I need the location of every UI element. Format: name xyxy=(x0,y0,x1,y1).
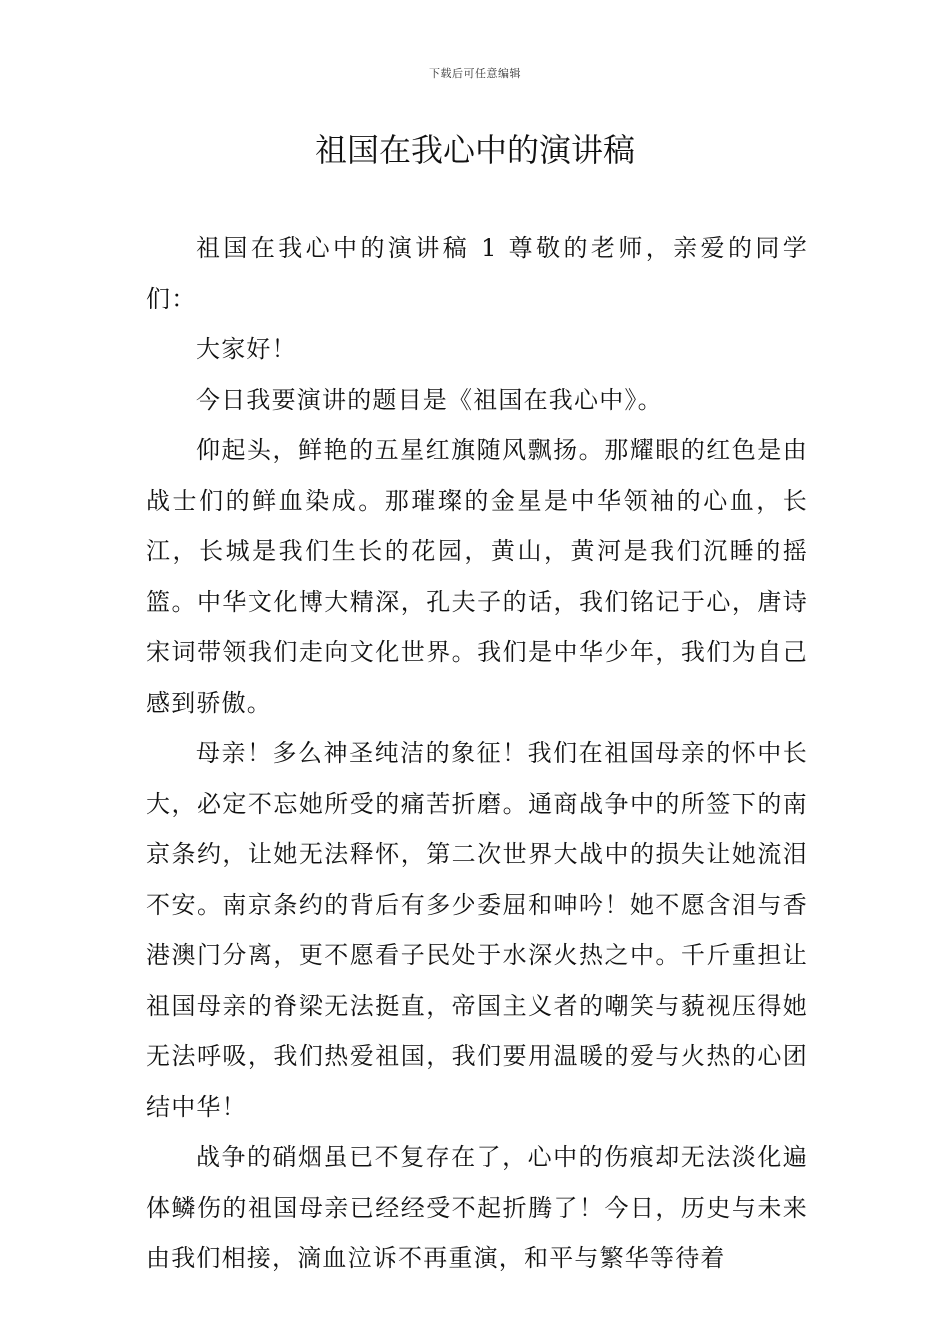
document-title: 祖国在我心中的演讲稿 xyxy=(314,131,635,169)
paragraph-topic: 今日我要演讲的题目是《祖国在我心中》。 xyxy=(196,385,663,414)
paragraph-war: 战争的硝烟虽已不复存在了，心中的伤痕却无法淡化遍体鳞伤的祖国母亲已经经受不起折腾了！今日，历史与未来由我们相接，滴血泣诉不再重演，和平与繁华等待着 xyxy=(146,1143,808,1272)
paragraph-greeting: 祖国在我心中的演讲稿 1 尊敬的老师，亲爱的同学们： xyxy=(146,234,808,313)
paragraph-mother: 母亲！多么神圣纯洁的象征！我们在祖国母亲的怀中长大，必定不忘她所受的痛苦折磨。通商战争中的所签下的南京条约，让她无法释怀，第二次世界大战中的损失让她流泪不安。南京条约的背后有多少委屈和呻吟！她不愿含泪与香港澳门分离，更不愿看子民处于水深火热之中。千斤重担让祖国母亲的脊梁无法挺直，帝国主义者的嘲笑与藐视压得她无法呼吸，我们热爱祖国，我们要用温暖的爱与火热的心团结中华！ xyxy=(146,739,808,1121)
paragraph-flag: 仰起头，鲜艳的五星红旗随风飘扬。那耀眼的红色是由战士们的鲜血染成。那璀璨的金星是中华领袖的心血，长江，长城是我们生长的花园，黄山，黄河是我们沉睡的摇篮。中华文化博大精深，孔夫子的话，我们铭记于心，唐诗宋词带领我们走向文化世界。我们是中华少年，我们为自己感到骄傲。 xyxy=(146,436,808,717)
header-note: 下载后可任意编辑 xyxy=(429,67,521,80)
document-body xyxy=(146,223,808,1284)
paragraph-hello: 大家好！ xyxy=(196,335,297,363)
